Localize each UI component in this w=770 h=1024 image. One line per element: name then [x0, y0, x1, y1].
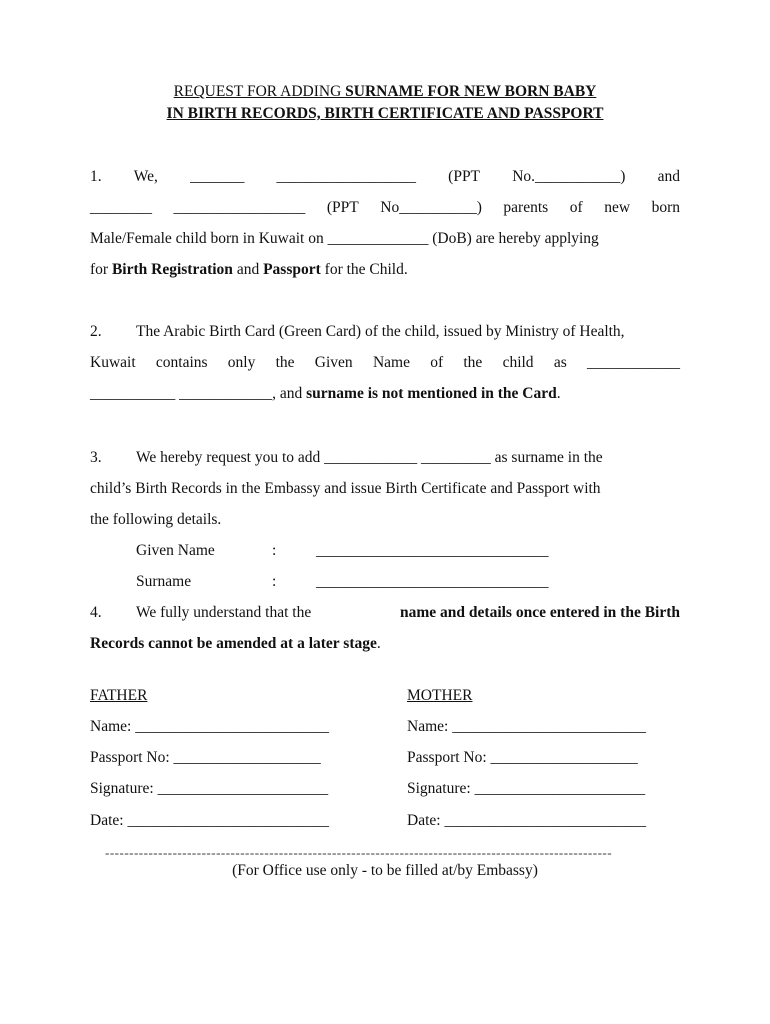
mother-date-field: Date: __________________________	[407, 812, 646, 829]
given-name-label: Given Name	[136, 542, 215, 559]
given-name-colon: :	[272, 542, 277, 559]
title-line-1	[90, 83, 680, 101]
para3-line2: child’s Birth Records in the Embassy and issue Birth Certificate and Passport with	[90, 480, 601, 497]
word: of	[430, 354, 444, 371]
para1-word: of	[569, 199, 583, 216]
para1-word: We,	[133, 168, 158, 185]
father-date-field: Date: __________________________	[90, 812, 329, 829]
bold-text: Passport	[263, 261, 321, 278]
para1-word: born	[651, 199, 680, 216]
para2-num: 2.	[90, 323, 102, 340]
word: only	[227, 354, 256, 371]
para4-line2	[90, 635, 680, 653]
bold-text: surname is not mentioned in the Card	[306, 385, 557, 402]
para1-word: and	[657, 168, 680, 185]
given-name-blank: ______________________________	[316, 542, 549, 559]
para1-word: No.___________)	[512, 168, 626, 185]
bold-text: name and details once entered in the Birth	[400, 604, 680, 621]
father-heading: FATHER	[90, 687, 148, 704]
para1-word: (PPT	[326, 199, 359, 216]
text: for the Child.	[320, 261, 408, 278]
word: Kuwait	[90, 354, 136, 371]
surname-blank: ______________________________	[316, 573, 549, 590]
mother-name-field: Name: _________________________	[407, 718, 646, 735]
para1-word: parents	[503, 199, 549, 216]
office-use-note: (For Office use only - to be filled at/by Embassy)	[232, 862, 538, 879]
para1-line2	[90, 199, 680, 217]
text: .	[556, 385, 561, 402]
para2-line2	[90, 354, 680, 372]
para1-word: No__________)	[380, 199, 482, 216]
mother-passport-field: Passport No: ___________________	[407, 749, 638, 766]
father-name-field: Name: _________________________	[90, 718, 329, 735]
bold-text: Records cannot be amended at a later stage	[90, 635, 377, 652]
mother-signature-field: Signature: ______________________	[407, 780, 646, 797]
title-plain: REQUEST FOR ADDING	[173, 83, 346, 100]
para1-line4	[90, 261, 680, 279]
text: .	[376, 635, 381, 652]
text: We fully understand that the	[136, 604, 316, 621]
bold-text: Birth Registration	[111, 261, 233, 278]
word: Given	[314, 354, 353, 371]
word: child	[502, 354, 534, 371]
text: for	[90, 261, 112, 278]
blank: ____________	[586, 354, 680, 371]
word: the	[463, 354, 483, 371]
office-divider: ---------------------------------------------------------------------------------------------------------	[105, 845, 613, 860]
text: ___________ ____________, and	[90, 385, 307, 402]
para2-line3	[90, 385, 680, 403]
para1-line1	[90, 168, 680, 186]
para1-blank: _________________	[173, 199, 306, 216]
para3-line1: We hereby request you to add ____________ _________ as surname in the	[136, 449, 603, 466]
word: Name	[372, 354, 410, 371]
word: contains	[155, 354, 208, 371]
para1-num: 1.	[90, 168, 102, 185]
title-line-2: IN BIRTH RECORDS, BIRTH CERTIFICATE AND PASSPORT	[166, 105, 604, 122]
para1-blank: _______	[190, 168, 245, 185]
para4-line1	[136, 604, 680, 622]
para1-blank: ________	[90, 199, 152, 216]
title-bold: SURNAME FOR NEW BORN BABY	[345, 83, 597, 100]
text: and	[232, 261, 264, 278]
para1-line3: Male/Female child born in Kuwait on _____________ (DoB) are hereby applying	[90, 230, 599, 247]
father-signature-field: Signature: ______________________	[90, 780, 329, 797]
mother-heading: MOTHER	[407, 687, 473, 704]
surname-colon: :	[272, 573, 277, 590]
father-passport-field: Passport No: ___________________	[90, 749, 321, 766]
para3-line3: the following details.	[90, 511, 222, 528]
para1-word: new	[604, 199, 631, 216]
surname-label: Surname	[136, 573, 192, 590]
para1-word: (PPT	[448, 168, 481, 185]
para2-line1: The Arabic Birth Card (Green Card) of the child, issued by Ministry of Health,	[136, 323, 625, 340]
para3-num: 3.	[90, 449, 102, 466]
word: the	[275, 354, 295, 371]
word: as	[553, 354, 567, 371]
para4-num: 4.	[90, 604, 102, 621]
para1-blank: __________________	[276, 168, 416, 185]
